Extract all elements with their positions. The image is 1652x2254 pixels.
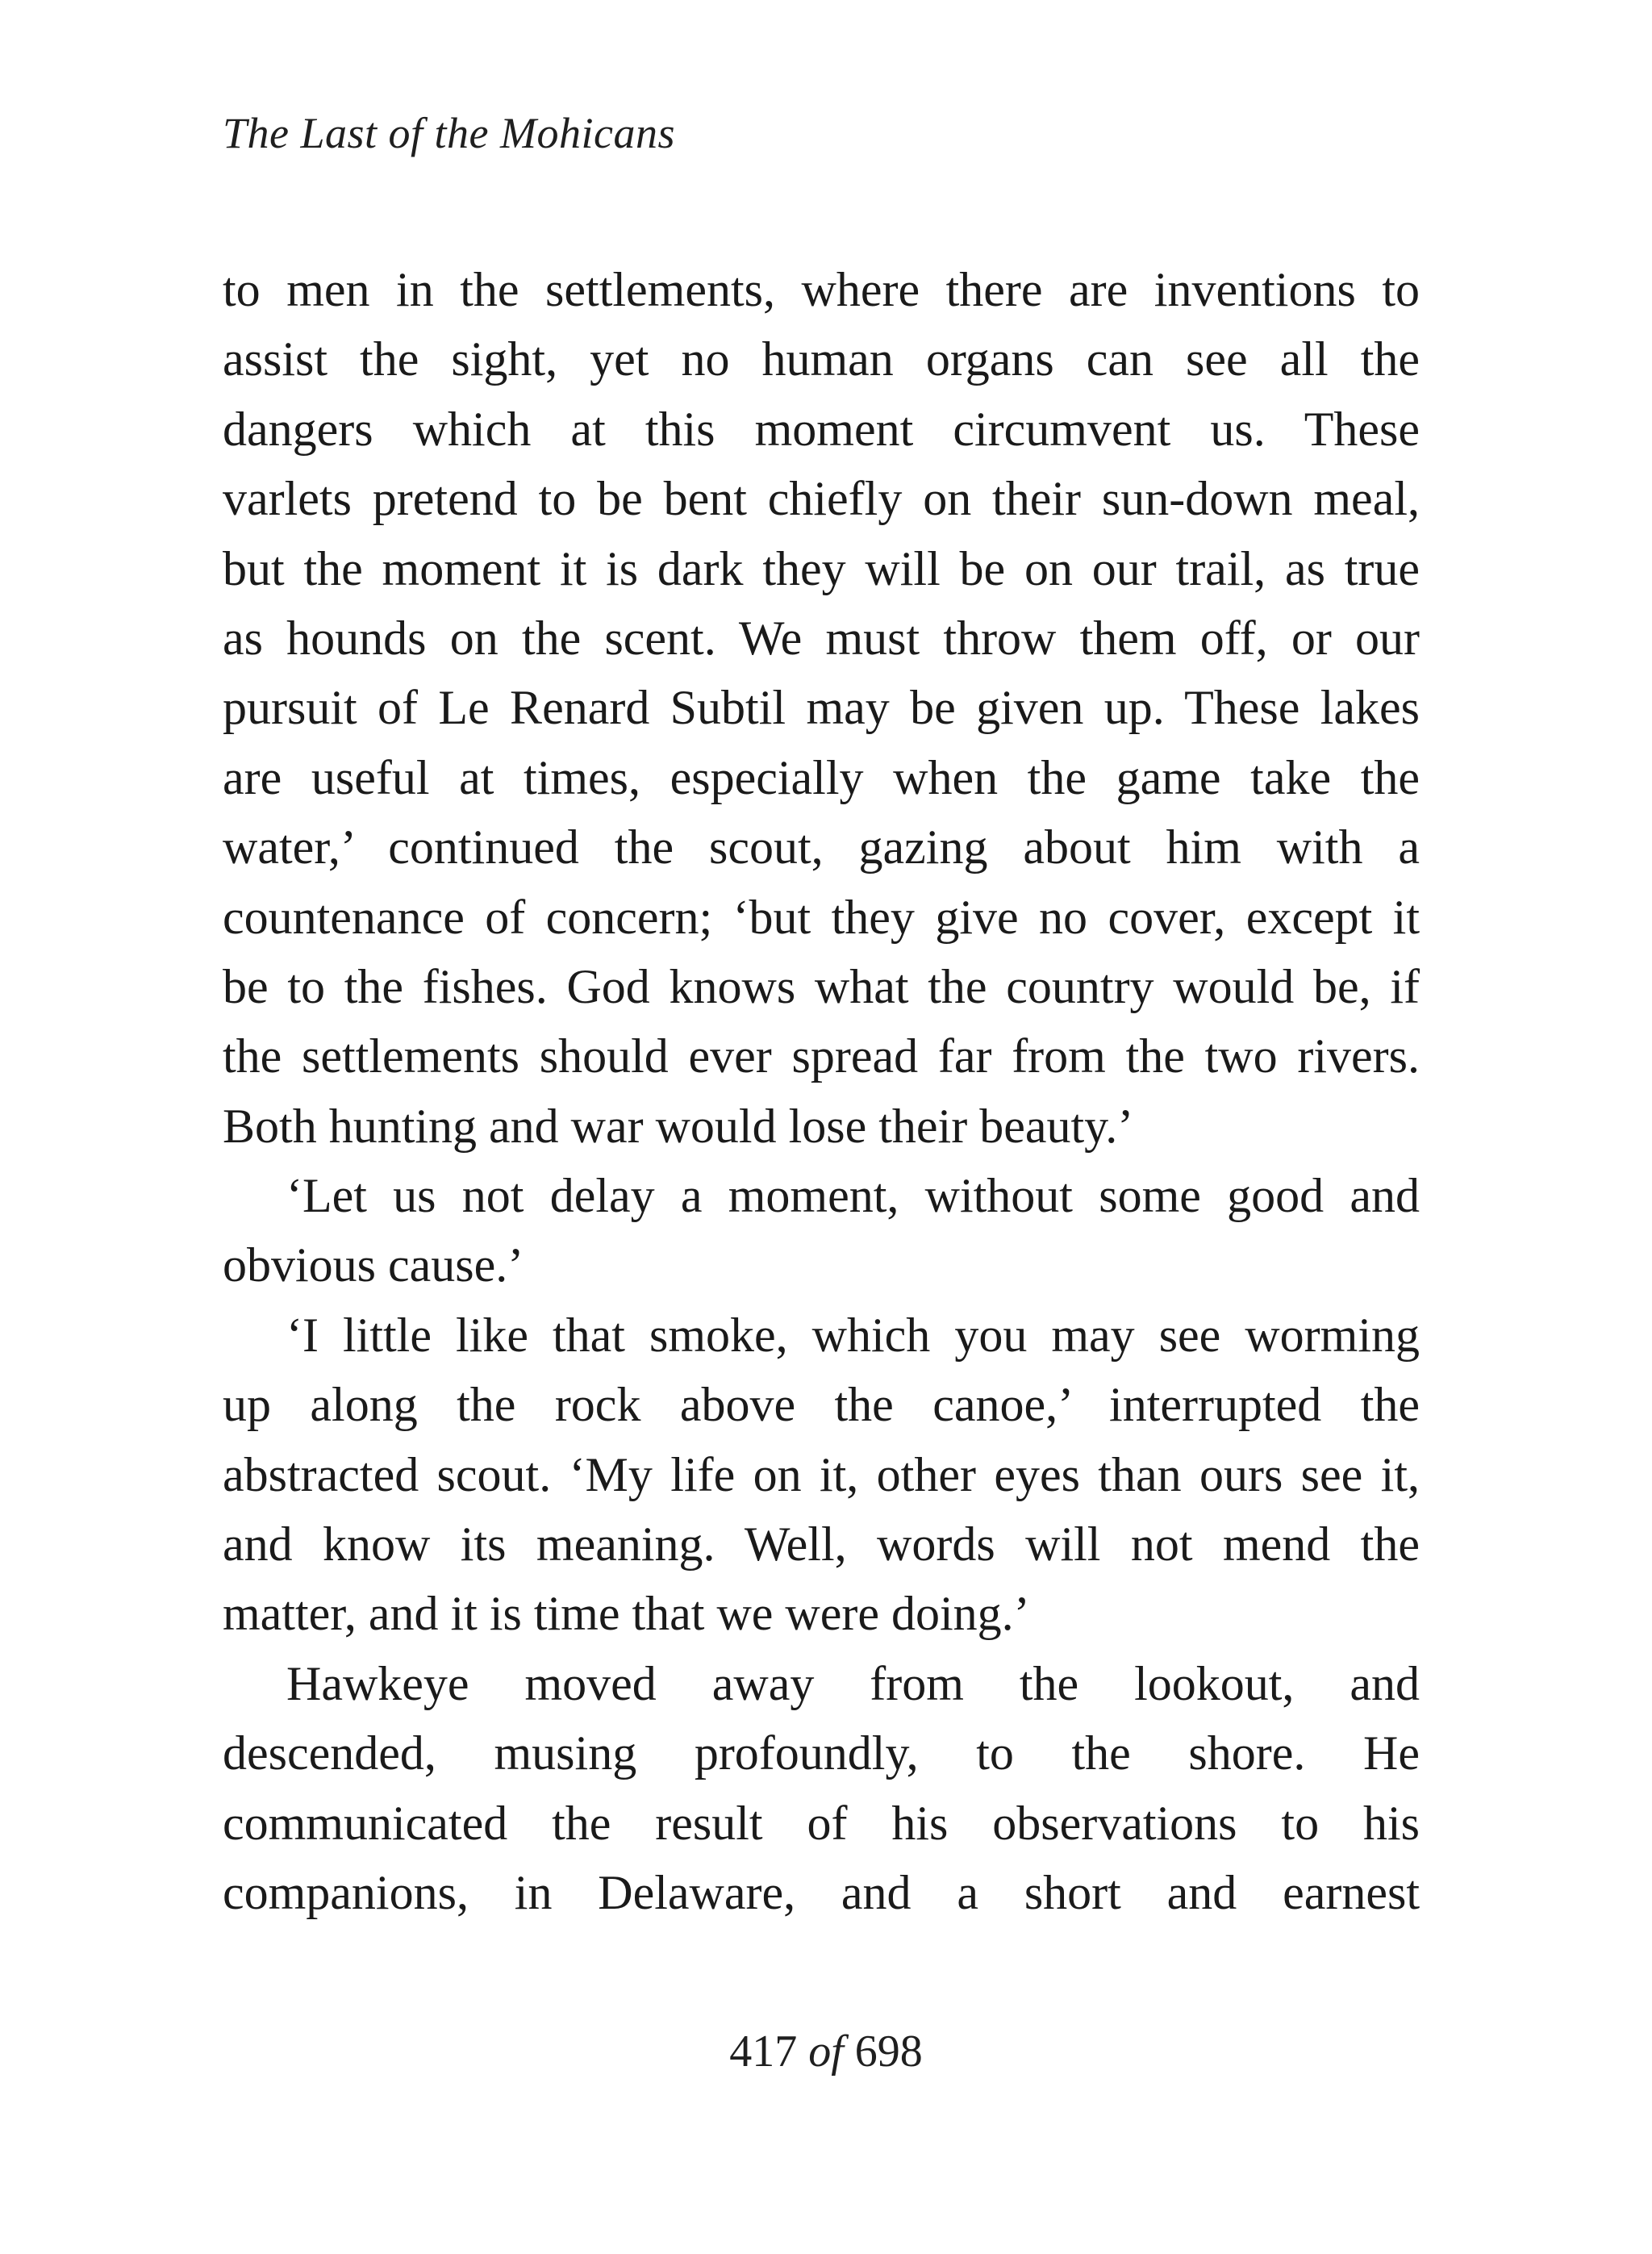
text-line: varlets pretend to be bent chiefly on their sun-down meal,: [223, 472, 1420, 526]
current-page: 417: [729, 2027, 798, 2077]
page-of-label: of: [808, 2027, 844, 2077]
text-line: countenance of concern; ‘but they give no cover, except it: [223, 890, 1420, 944]
text-line: communicated the result of his observations to his: [223, 1796, 1420, 1850]
text-line: are useful at times, especially when the game take the: [223, 750, 1420, 804]
text-line: matter, and it is time that we were doing.’: [223, 1587, 1030, 1641]
text-line: water,’ continued the scout, gazing about him with a: [223, 820, 1420, 874]
paragraph-first-line: Hawkeye moved away from the lookout, and: [286, 1656, 1420, 1710]
text-line: the settlements should ever spread far from the two rivers.: [223, 1029, 1420, 1083]
text-line: but the moment it is dark they will be on our trail, as true: [223, 541, 1420, 595]
text-line: Both hunting and war would lose their beauty.’: [223, 1099, 1134, 1153]
text-line: obvious cause.’: [223, 1238, 524, 1292]
text-line: pursuit of Le Renard Subtil may be given up. These lakes: [223, 681, 1420, 735]
text-line: abstracted scout. ‘My life on it, other eyes than ours see it,: [223, 1447, 1420, 1501]
body-text: [223, 255, 1420, 1927]
text-line: as hounds on the scent. We must throw them off, or our: [223, 611, 1420, 665]
text-line: up along the rock above the canoe,’ interrupted the: [223, 1378, 1420, 1432]
text-line: descended, musing profoundly, to the shore. He: [223, 1726, 1420, 1780]
page-number: [0, 2023, 1652, 2080]
text-line: assist the sight, yet no human organs can see all the: [223, 332, 1420, 386]
text-line: be to the fishes. God knows what the country would be, if: [223, 959, 1420, 1013]
text-line: and know its meaning. Well, words will not mend the: [223, 1517, 1420, 1572]
text-line: companions, in Delaware, and a short and earnest: [223, 1865, 1420, 1919]
text-line: to men in the settlements, where there are inventions to: [223, 263, 1420, 316]
text-line: dangers which at this moment circumvent us. These: [223, 402, 1420, 456]
total-pages: 698: [854, 2027, 923, 2077]
paragraph-first-line: ‘Let us not delay a moment, without some good and: [286, 1169, 1420, 1223]
paragraph-first-line: ‘I little like that smoke, which you may see worming: [286, 1308, 1420, 1362]
running-title: The Last of the Mohicans: [223, 109, 675, 157]
